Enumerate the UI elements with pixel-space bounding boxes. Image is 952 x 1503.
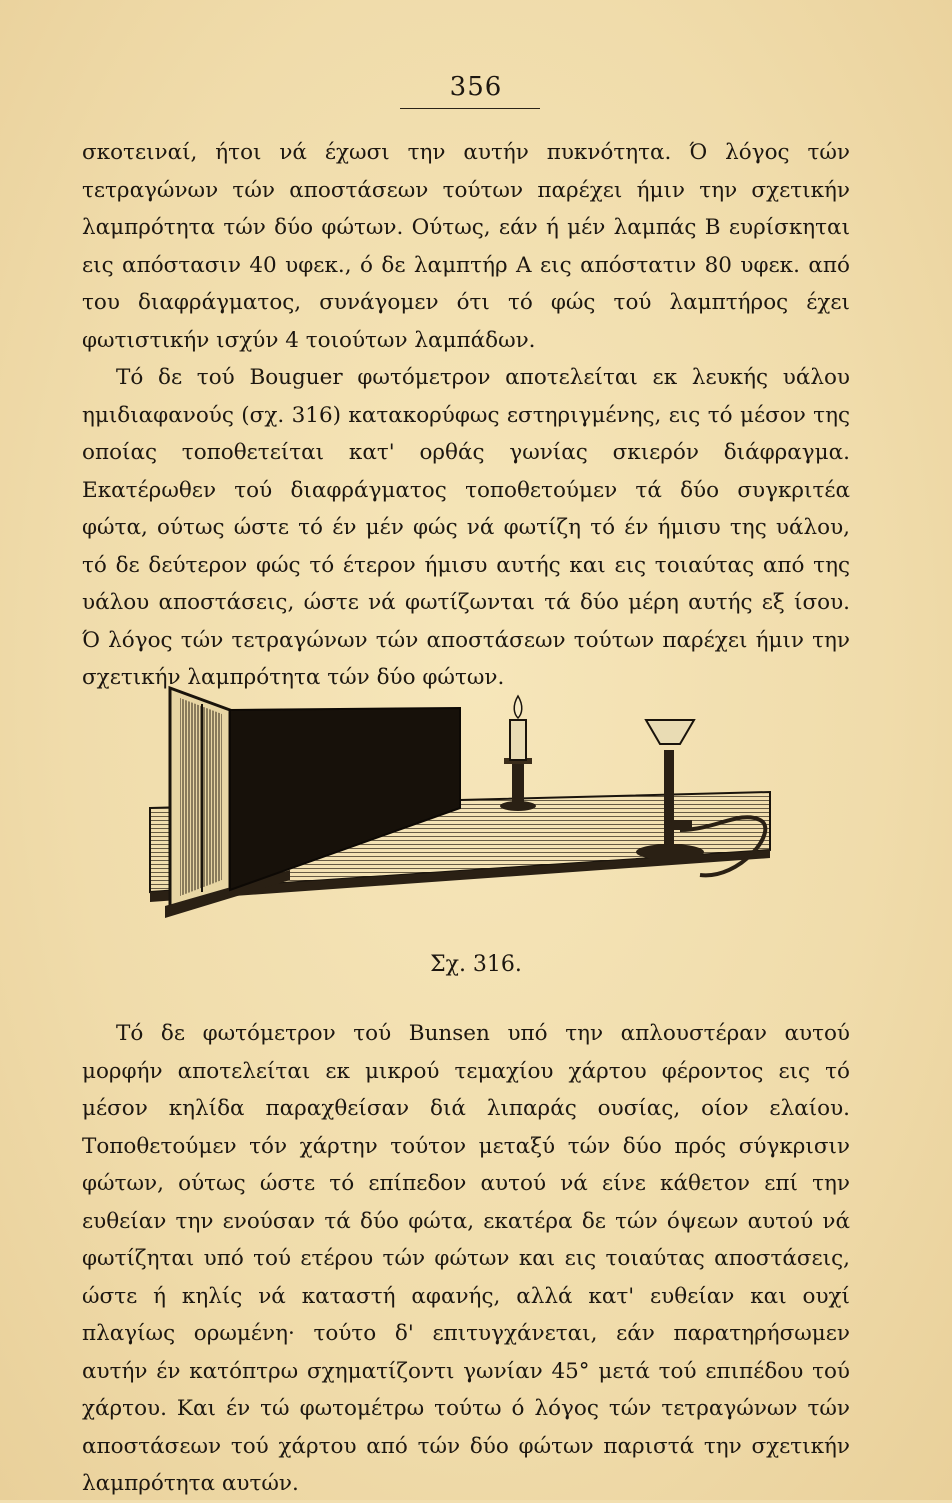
- paragraph-continuation: σκοτειναί, ήτοι νά έχωσι την αυτήν πυκνότητα. Ό λόγος τών τετραγώνων τών αποστάσεων τούτων παρέχει ήμιν την σχετικήν λαμπρότητα τών δύο φώτων. Ούτως, εάν ή μέν λαμπάς Β ευρίσκηται εις απόστασιν 40 υφεκ., ό δε λαμπτήρ Α εις απόστατιν 80 υφεκ. από του διαφράγματος, συνάγομεν ότι τό φώς τού λαμπτήρος έχει φωτιστικήν ισχύν 4 τοιούτων λαμπάδων.: [82, 140, 850, 353]
- candle: [500, 696, 536, 811]
- text-block-bottom: [82, 1015, 850, 1503]
- paragraph-bouguer: Τό δε τού Bouguer φωτόμετρον αποτελείται εκ λευκής υάλου ημιδιαφανούς (σχ. 316) κατακορύφως εστηριγμένης, εις τό μέσον της οποίας τοποθετείται κατ' ορθάς γωνίας σκιερόν διάφραγμα. Εκατέρωθεν τού διαφράγματος τοποθετούμεν τά δύο συγκριτέα φώτα, ούτως ώστε τό έν μέν φώς νά φωτίζη τό έν ήμισυ της υάλου, τό δε δεύτερον φώς τό έτερον ήμισυ αυτής και εις τοιαύτας από της υάλου αποστάσεις, ώστε νά φωτίζωνται τά δύο μέρη αυτής εξ ίσου. Ό λόγος τών τετραγώνων τών αποστάσεων τούτων παρέχει ήμιν την σχετικήν λαμπρότητα τών δύο φώτων.: [82, 365, 850, 690]
- page-number: 356: [449, 72, 503, 102]
- header-rule: [400, 108, 540, 109]
- text-block-top: [82, 134, 850, 697]
- figure-photometer-illustration: [140, 680, 780, 940]
- figure-caption: Σχ. 316.: [430, 952, 522, 977]
- paragraph-bunsen: Τό δε φωτόμετρον τού Bunsen υπό την απλουστέραν αυτού μορφήν αποτελείται εκ μικρού τεμαχίου χάρτου φέροντος εις τό μέσον κηλίδα παραχθείσαν διά λιπαράς ουσίας, οίον ελαίου. Τοποθετούμεν τόν χάρτην τούτον μεταξύ τών δύο πρός σύγκρισιν φώτων, ούτως ώστε τό επίπεδον αυτού νά είνε κάθετον επί την ευθείαν την ενούσαν τά δύο φώτα, εκατέρα δε τών όψεων αυτού νά φωτίζηται υπό τού ετέρου τών φώτων και εις τοιαύτας αποστάσεις, ώστε ή κηλίς νά καταστή αφανής, αλλά κατ' ευθείαν και ουχί πλαγίως ορωμένη· τούτο δ' επιτυγχάνεται, εάν παρατηρήσωμεν αυτήν έν κατόπτρω σχηματίζοντι γωνίαν 45° μετά τού επιπέδου τού χάρτου. Και έν τώ φωτομέτρω τούτω ό λόγος τών τετραγώνων τών αποστάσεων τού χάρτου από τών δύο φώτων παριστά την σχετικήν λαμπρότητα αυτών.: [82, 1021, 850, 1496]
